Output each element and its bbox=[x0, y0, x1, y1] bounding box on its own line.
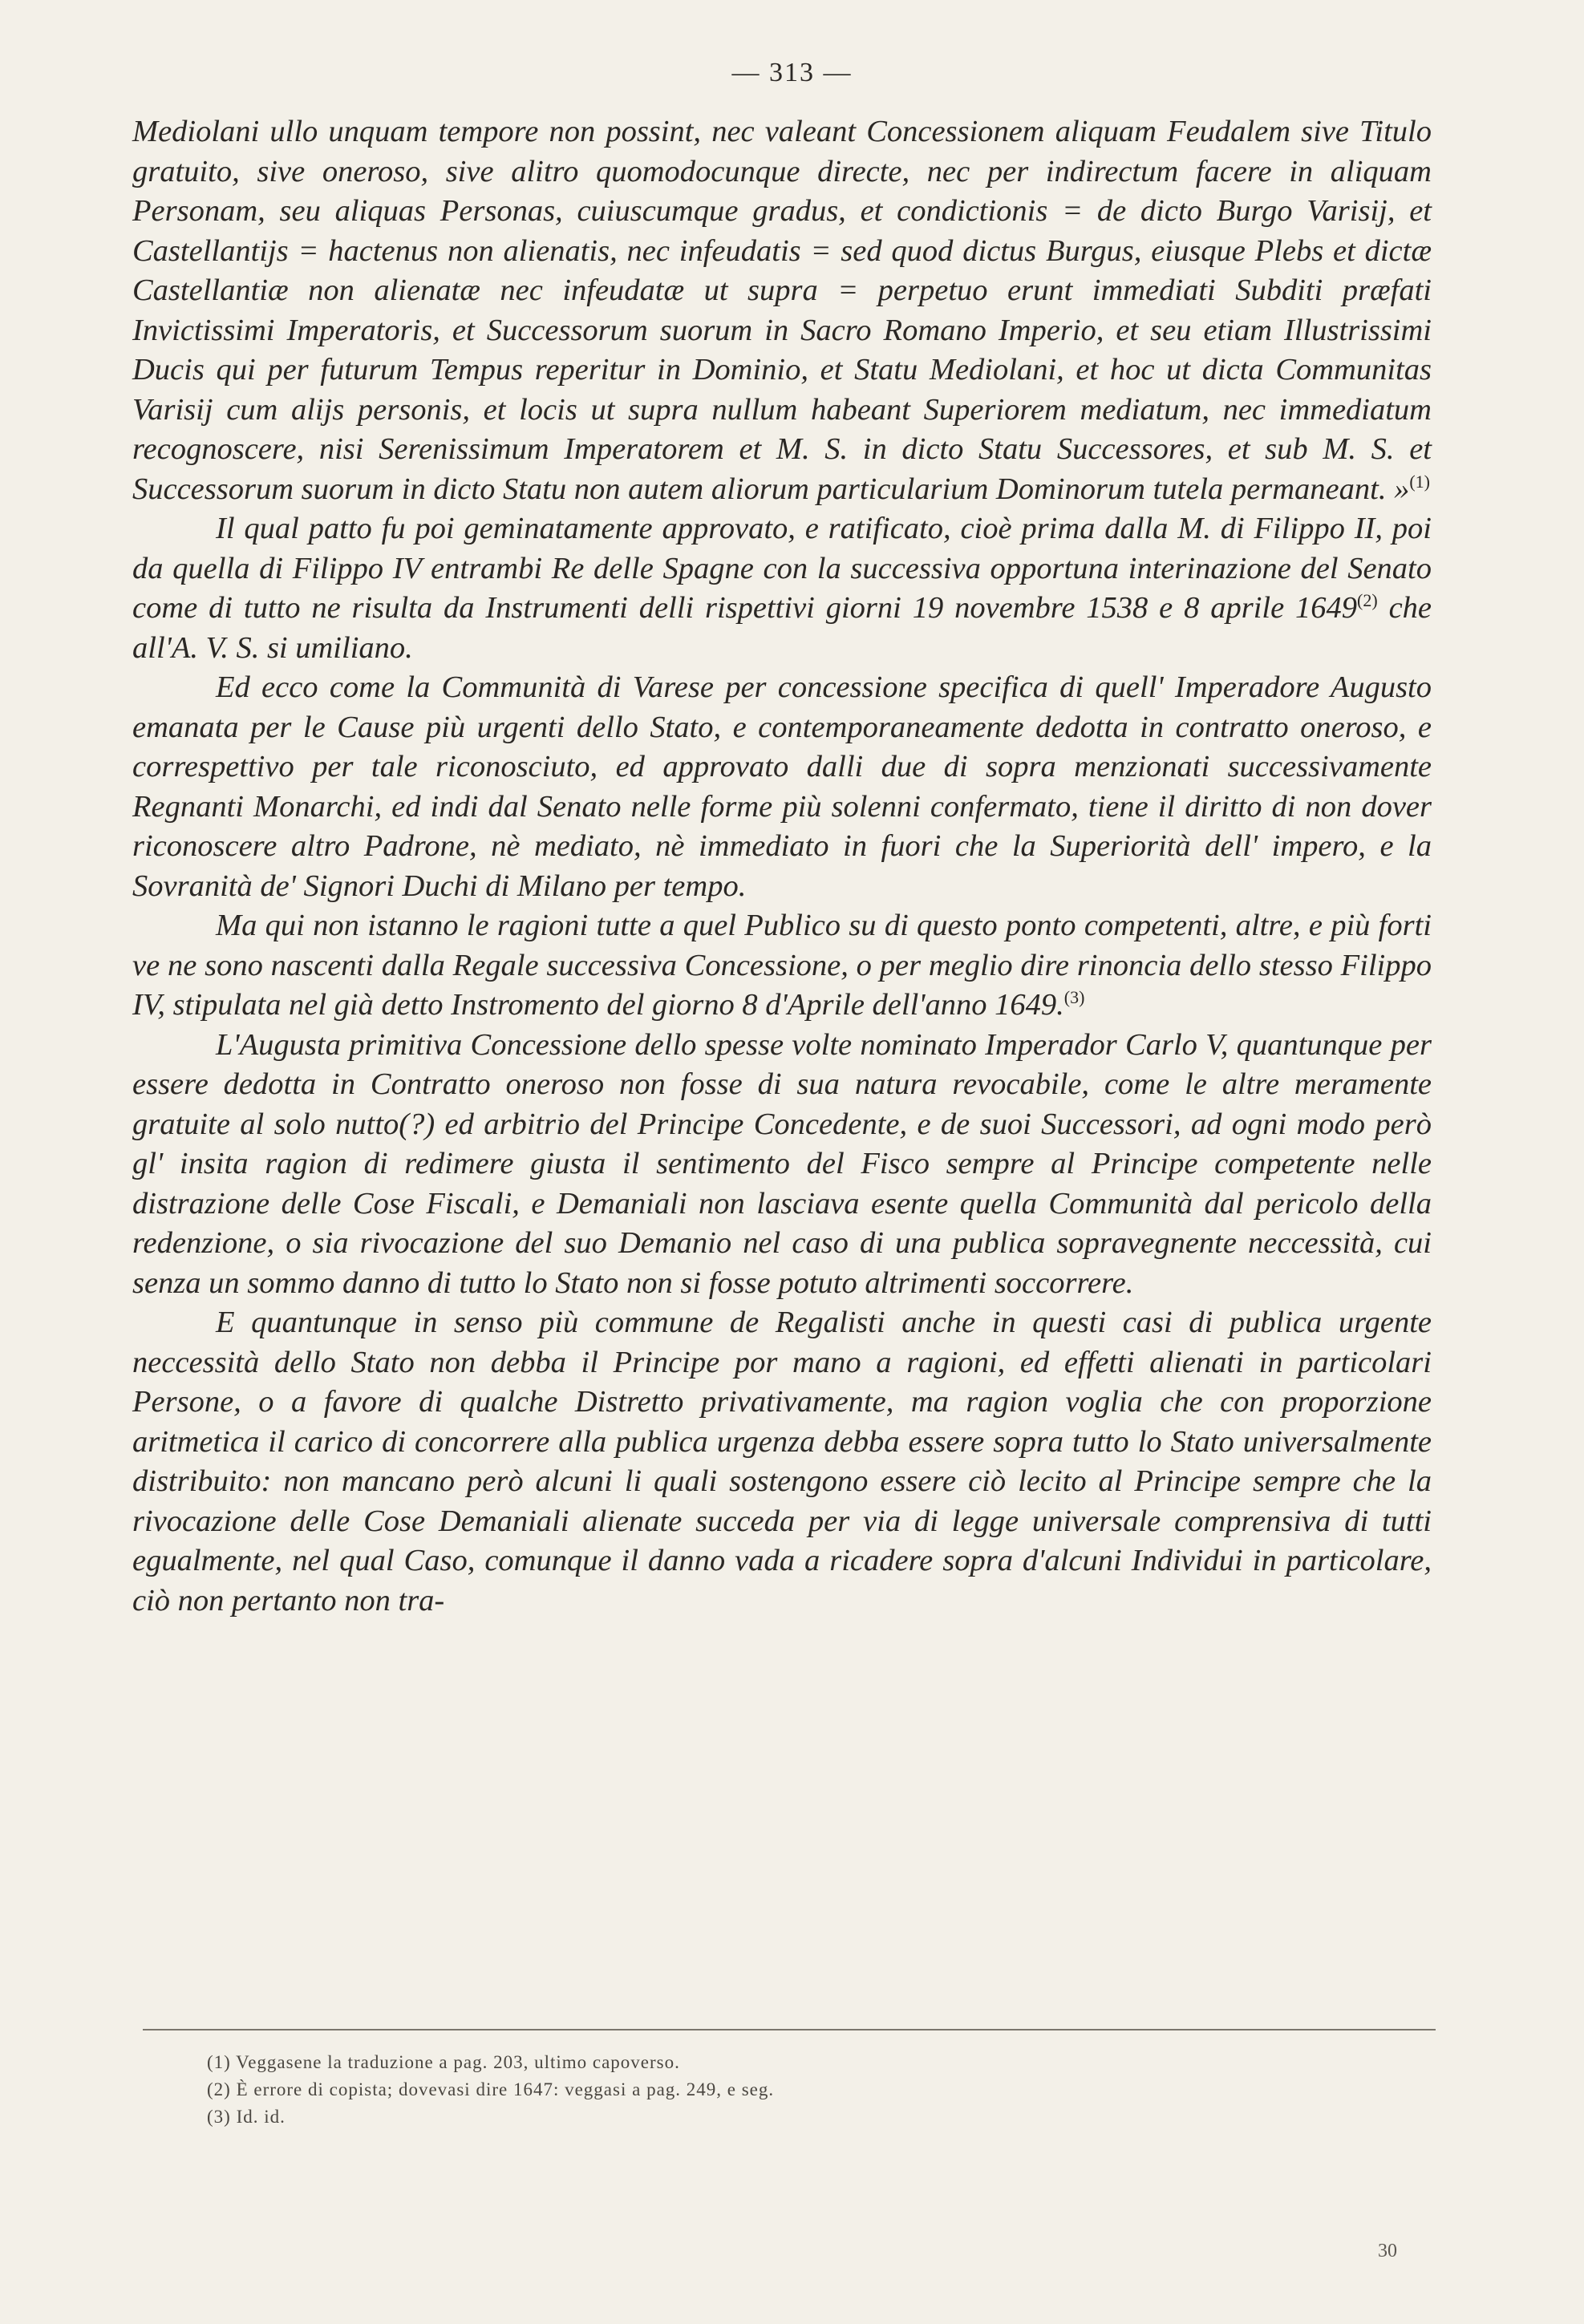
paragraph-4-text: Ma qui non istanno le ragioni tutte a quel Publico su di questo ponto competenti, altre, e più forti ve ne sono nascenti dalla Regale successiva Concessione, o per meglio dire rinoncia dello stesso Filippo IV, stipulata nel già detto Instromento del giorno 8 d'Aprile dell'anno 1649. bbox=[132, 909, 1432, 1022]
footnote-ref-3: (3) bbox=[1063, 987, 1085, 1008]
footnote-1: (1) Veggasene la traduzione a pag. 203, ultimo capoverso. bbox=[207, 2052, 680, 2072]
paragraph-3: Ed ecco come la Communità di Varese per concessione specifica di quell' Imperadore Augusto emanata per le Cause più urgenti dello Stato, e contemporaneamente dedotta in contratto oneroso, e correspettivo per tale riconosciuto, ed approvato dalli due di sopra menzionati successivamente Regnanti Monarchi, ed indi dal Senato nelle forme più solenni confermato, tiene il diritto di non dover riconoscere altro Padrone, nè mediato, nè immediato in fuori che la Superiorità dell' impero, e la Sovranità de' Signori Duchi di Milano per tempo. bbox=[132, 670, 1432, 903]
page-number: — 313 — bbox=[731, 58, 853, 87]
signature-mark: 30 bbox=[1378, 2241, 1397, 2261]
paragraph-1-text: Mediolani ullo unquam tempore non possint, nec valeant Concessionem aliquam Feudalem sive Titulo gratuito, sive oneroso, sive alitro quomodocunque directe, nec per indirectum facere in aliquam Personam, seu aliquas Personas, cuiuscumque gradus, et condictionis = de dicto Burgo Varisij, et Castellantijs = hactenus non alienatis, nec infeudatis = sed quod dictus Burgus, eiusque Plebs et dictæ Castellantiæ non alienatæ nec infeudatæ ut supra = perpetuo erunt immediati Subditi præfati Invictissimi Imperatoris, et Successorum suorum in Sacro Romano Imperio, et seu etiam Illustrissimi Ducis qui per futurum Tempus reperitur in Dominio, et Statu Mediolani, et hoc ut dicta Communitas Varisij cum alijs personis, et locis ut supra nullum habeant Superiorem mediatum, nec immediatum recognoscere, nisi Serenissimum Imperatorem et M. S. in dicto Statu Successores, et sub M. S. et Successorum suorum in dicto Statu non autem aliorum particularium Dominorum tutela permaneant. » bbox=[132, 115, 1432, 506]
paragraph-4 bbox=[132, 906, 1432, 1026]
main-text bbox=[132, 112, 1432, 1621]
footnotes bbox=[207, 2049, 1410, 2131]
footnote-2: (2) È errore di copista; dovevasi dire 1647: veggasi a pag. 249, e seg. bbox=[207, 2079, 775, 2099]
footnote-divider bbox=[143, 2029, 1436, 2030]
paragraph-5: L'Augusta primitiva Concessione dello spesse volte nominato Imperador Carlo V, quantunque per essere dedotta in Contratto oneroso non fosse di sua natura revocabile, come le altre meramente gratuite al solo nutto(?) ed arbitrio del Principe Concedente, e de suoi Successori, ad ogni modo però gl' insita ragion di redimere giusta il sentimento del Fisco sempre al Principe competente nelle distrazione delle Cose Fiscali, e Demaniali non lasciava esente quella Communità dal pericolo della redenzione, o sia rivocazione del suo Demanio nel caso di una publica sopravegnente neccessità, cui senza un sommo danno di tutto lo Stato non si fosse potuto altrimenti soccorrere. bbox=[132, 1027, 1432, 1300]
footnote-3: (3) Id. id. bbox=[207, 2107, 286, 2127]
footnote-ref-1: (1) bbox=[1409, 471, 1430, 492]
paragraph-6: E quantunque in senso più commune de Regalisti anche in questi casi di publica urgente neccessità dello Stato non debba il Principe por mano a ragioni, ed effetti alienati in particolari Persone, o a favore di qualche Distretto privativamente, ma ragion voglia che con proporzione aritmetica il carico di concorrere alla publica urgenza debba essere sopra tutto lo Stato universalmente distribuito: non mancano però alcuni li quali sostengono essere ciò lecito al Principe sempre che la rivocazione delle Cose Demaniali alienate succeda per via di legge universale comprensiva di tutti egualmente, nel qual Caso, comunque il danno vada a ricadere sopra d'alcuni Individui in particolare, ciò non pertanto non tra- bbox=[132, 1306, 1432, 1617]
paragraph-2 bbox=[132, 509, 1432, 668]
paragraph-2-tail: che all'A. V. S. si umiliano. bbox=[132, 591, 1432, 665]
paragraph-2-text: Il qual patto fu poi geminatamente approvato, e ratificato, cioè prima dalla M. di Filippo II, poi da quella di Filippo IV entrambi Re delle Spagne con la successiva opportuna interinazione del Senato come di tutto ne risulta da Instrumenti delli rispettivi giorni 19 novembre 1538 e 8 aprile 1649 bbox=[132, 512, 1432, 625]
paragraph-1 bbox=[132, 112, 1432, 509]
footnote-ref-2: (2) bbox=[1357, 590, 1378, 611]
